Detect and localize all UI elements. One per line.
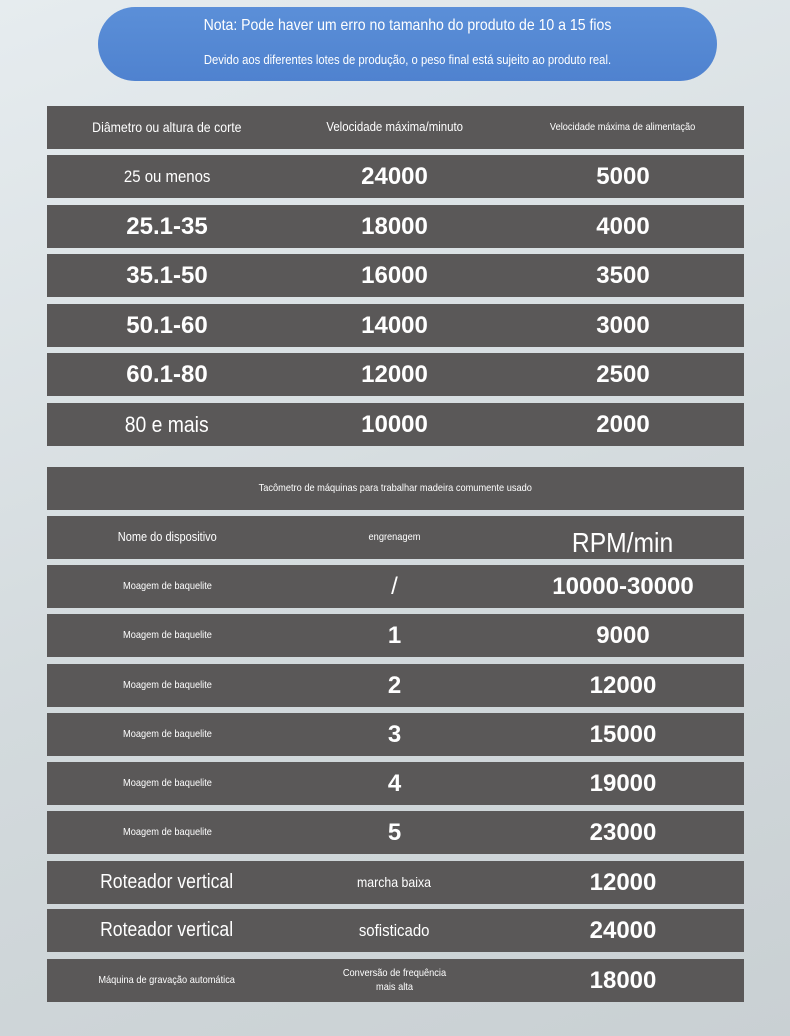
feed-cell: 3500: [596, 261, 650, 289]
device-cell: Moagem de baquelite: [122, 776, 212, 789]
rpm-cell: 12000: [589, 868, 657, 896]
table-row: [47, 811, 744, 854]
speed-cell: 14000: [361, 311, 428, 339]
device-cell: Moagem de baquelite: [122, 825, 212, 838]
diameter-cell: 60.1-80: [126, 360, 208, 388]
table-row: [47, 155, 744, 198]
rpm-cell: 15000: [589, 720, 657, 748]
note-line-1: Nota: Pode haver um erro no tamanho do produto de 10 a 15 fios: [203, 17, 612, 34]
table-row: [47, 909, 744, 952]
table-row: [47, 861, 744, 904]
rpm-cell: 18000: [589, 966, 657, 994]
device-cell: Moagem de baquelite: [122, 579, 212, 592]
table-row: [47, 403, 744, 446]
rpm-cell: 24000: [589, 916, 657, 944]
gear-cell: sofisticado: [359, 920, 430, 940]
rpm-table-header: [47, 516, 744, 559]
gear-cell: marcha baixa: [357, 873, 432, 890]
feed-cell: 2500: [596, 360, 650, 388]
feed-cell: 4000: [596, 212, 650, 240]
gear-cell: 4: [387, 769, 402, 797]
gear-cell: /: [391, 572, 398, 600]
diameter-cell: 25.1-35: [126, 212, 208, 240]
note-banner: [98, 7, 717, 81]
gear-cell: 3: [387, 720, 402, 748]
header-max-speed: Velocidade máxima/minuto: [326, 119, 463, 135]
device-cell: Roteador vertical: [100, 871, 234, 893]
table-row: [47, 762, 744, 805]
gear-cell: 5: [387, 818, 402, 846]
gear-cell: 1: [387, 621, 402, 649]
speed-cell: 12000: [361, 360, 428, 388]
speed-cell: 18000: [361, 212, 428, 240]
device-cell: Moagem de baquelite: [122, 678, 212, 691]
rpm-cell: 10000-30000: [552, 572, 694, 600]
diameter-cell: 25 ou menos: [123, 166, 211, 186]
header-max-feed: Velocidade máxima de alimentação: [550, 120, 696, 133]
table-row: [47, 565, 744, 608]
feed-cell: 2000: [596, 410, 650, 438]
table-row: [47, 713, 744, 756]
speed-cell: 10000: [361, 410, 428, 438]
rpm-table-title: Tacômetro de máquinas para trabalhar madeira comumente usado: [258, 481, 533, 494]
device-cell: Roteador vertical: [100, 919, 234, 941]
device-cell: Máquina de gravação automática: [98, 973, 236, 986]
rpm-cell: 9000: [596, 621, 650, 649]
table-row: [47, 254, 744, 297]
diameter-cell: 80 e mais: [125, 411, 209, 437]
rpm-cell: 23000: [589, 818, 657, 846]
header-device-name: Nome do dispositivo: [117, 529, 217, 544]
header-diameter: Diâmetro ou altura de corte: [92, 118, 242, 135]
table-row: [47, 664, 744, 707]
table-row: [47, 304, 744, 347]
device-cell: Moagem de baquelite: [122, 628, 212, 641]
gear-cell: Conversão de frequência mais alta: [342, 967, 447, 993]
speed-cell: 16000: [361, 261, 428, 289]
feed-cell: 5000: [596, 162, 650, 190]
table-row: [47, 353, 744, 396]
table-row: [47, 959, 744, 1002]
rpm-table-title-row: [47, 467, 744, 510]
gear-cell: 2: [387, 671, 402, 699]
header-gear: engrenagem: [368, 530, 421, 543]
speed-cell: 24000: [361, 162, 428, 190]
header-rpm: RPM/min: [572, 527, 674, 558]
feed-cell: 3000: [596, 311, 650, 339]
device-cell: Moagem de baquelite: [122, 727, 212, 740]
diameter-cell: 50.1-60: [126, 311, 208, 339]
speed-table-header: [47, 106, 744, 149]
note-line-2: Devido aos diferentes lotes de produção, o peso final está sujeito ao produto real.: [203, 53, 612, 67]
table-row: [47, 614, 744, 657]
diameter-cell: 35.1-50: [126, 261, 208, 289]
rpm-cell: 12000: [589, 671, 657, 699]
table-row: [47, 205, 744, 248]
rpm-cell: 19000: [589, 769, 657, 797]
